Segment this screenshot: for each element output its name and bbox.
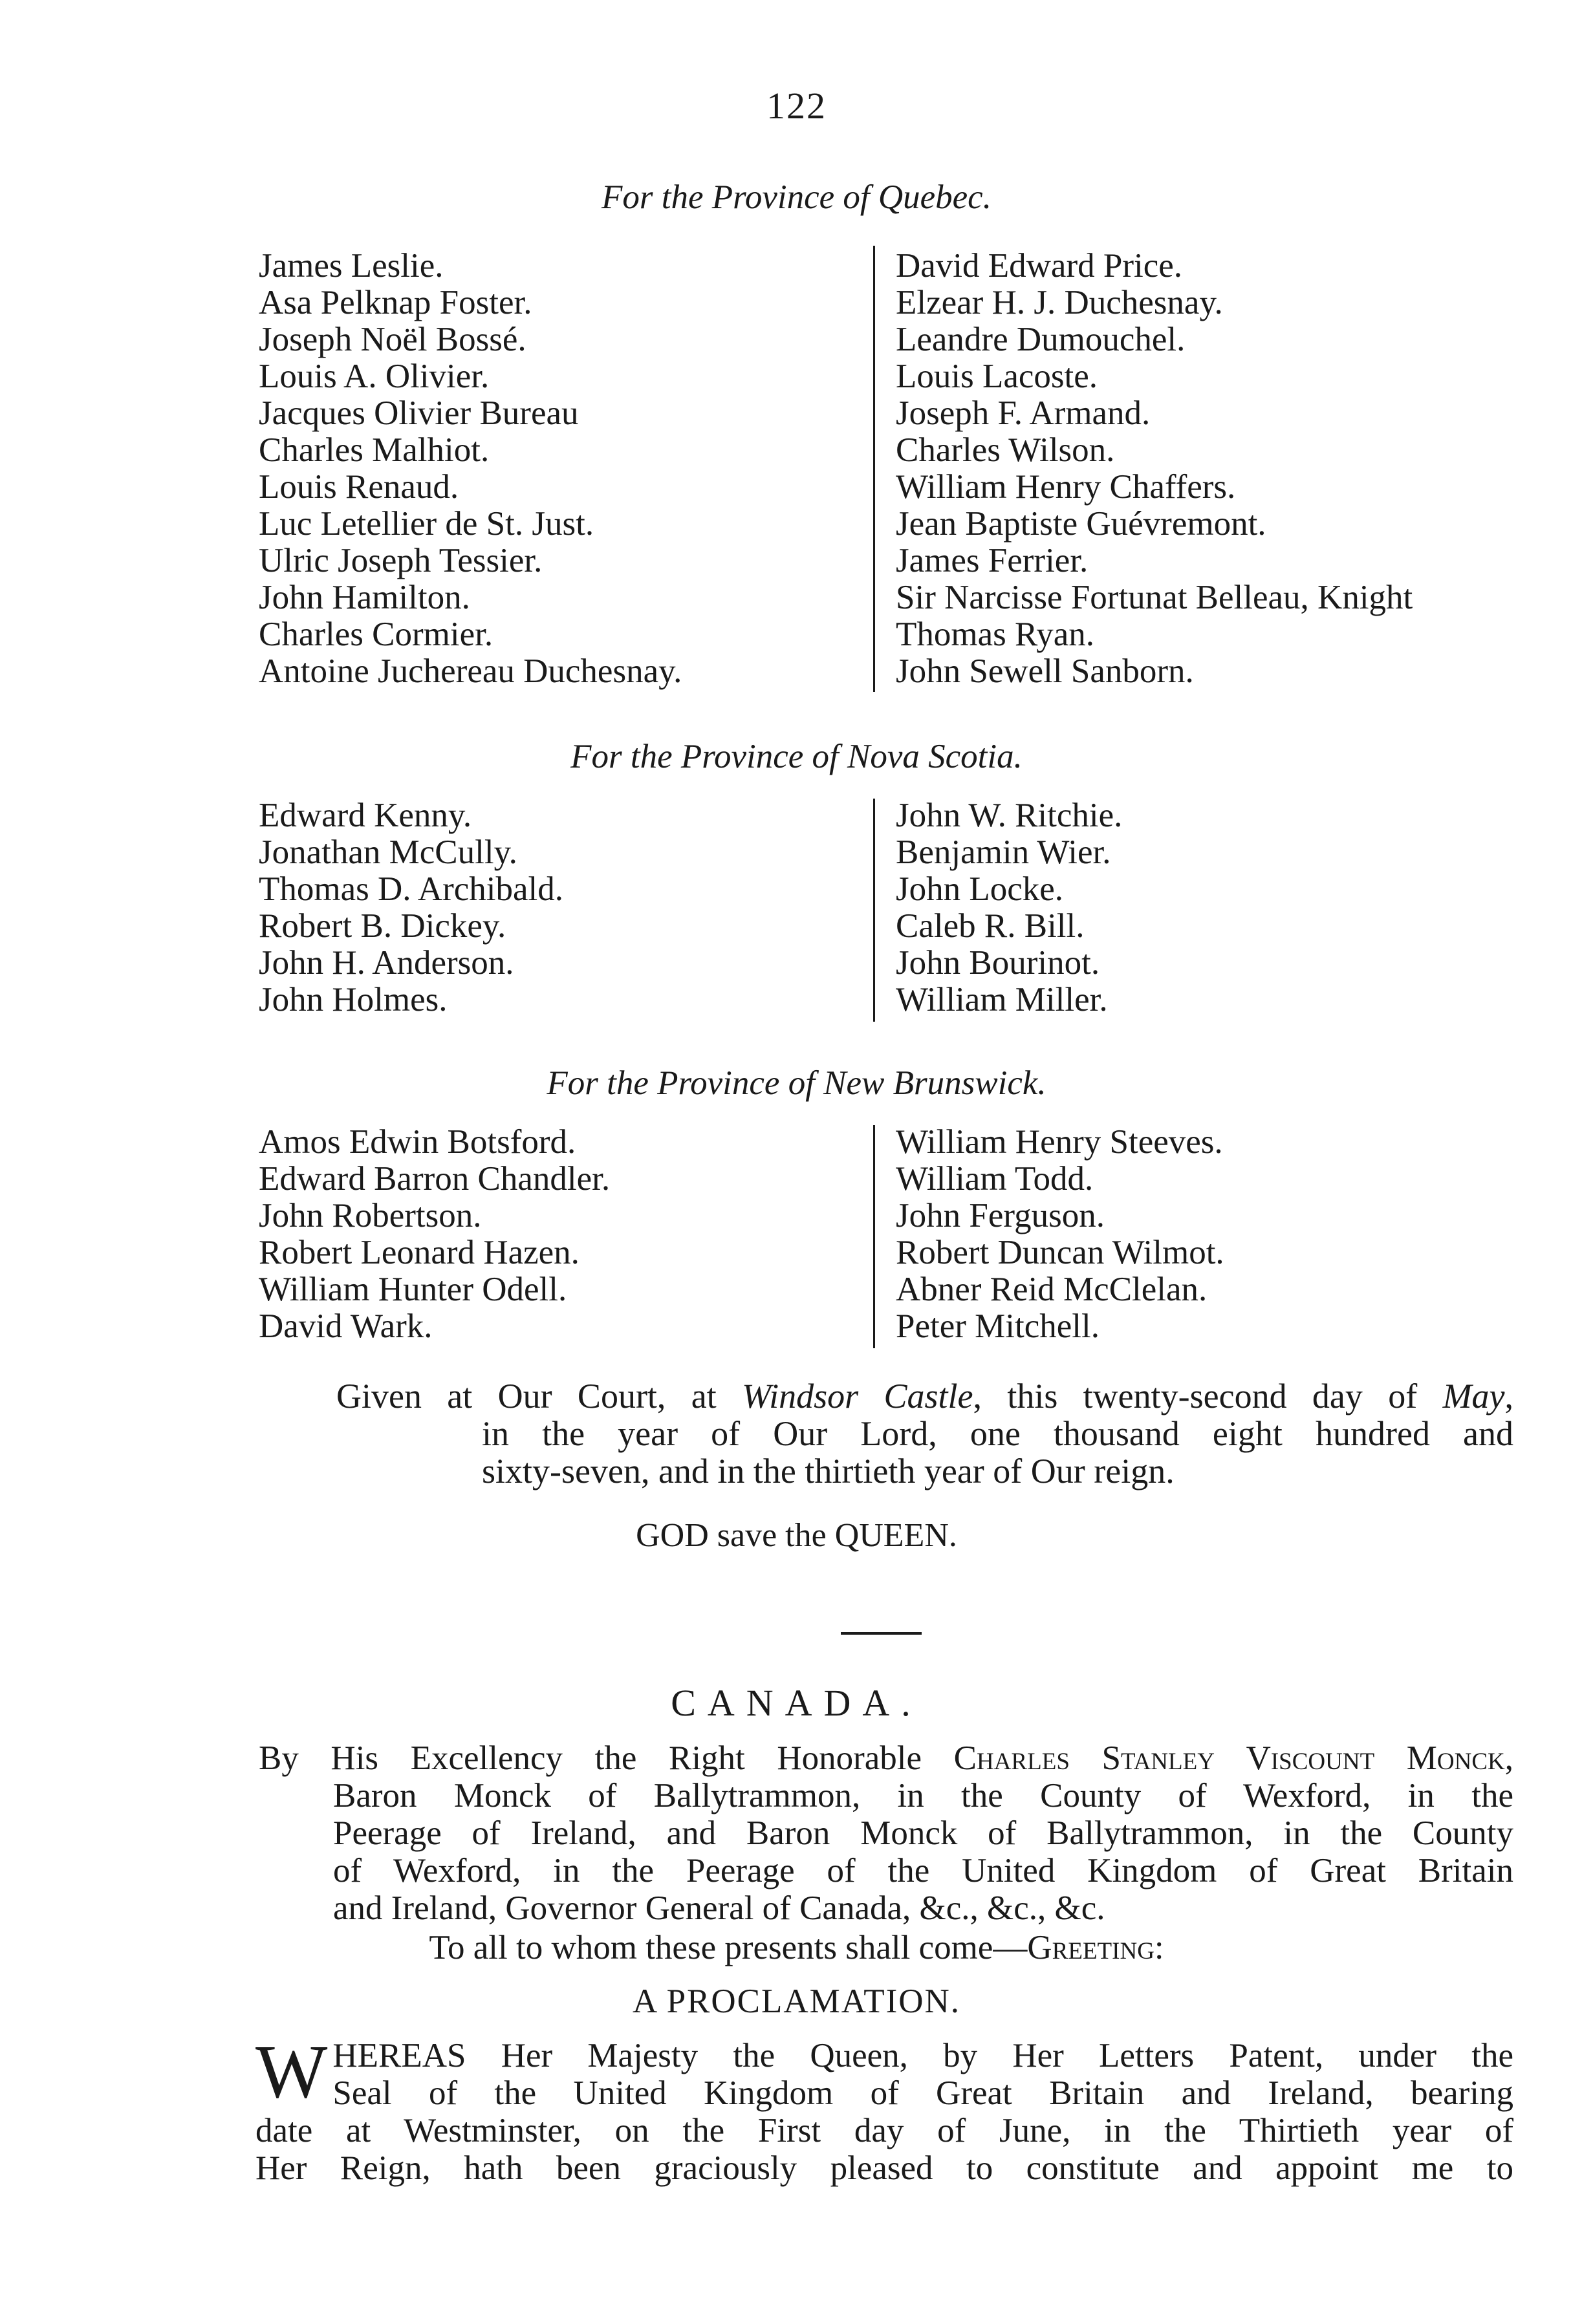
name-entry: Charles Wilson. — [896, 431, 1115, 469]
governor-name: Charles Stanley Viscount Monck, — [953, 1739, 1513, 1777]
name-entry: John Robertson. — [259, 1197, 482, 1234]
name-entry: Jean Baptiste Guévremont. — [896, 505, 1266, 543]
name-entry: William Todd. — [896, 1160, 1094, 1198]
name-entry: William Henry Chaffers. — [896, 468, 1236, 506]
whereas-line-1: HEREAS Her Majesty the Queen, by Her Letters Patent, under the — [332, 2037, 1513, 2074]
name-entry: Charles Cormier. — [259, 616, 493, 653]
excellency-line-2: Baron Monck of Ballytrammon, in the County of Wexford, in the — [333, 1777, 1513, 1814]
name-entry: Robert Duncan Wilmot. — [896, 1234, 1224, 1271]
name-entry: William Hunter Odell. — [259, 1271, 567, 1308]
whereas-line-2: Seal of the United Kingdom of Great Britain and Ireland, bearing — [332, 2074, 1513, 2112]
name-entry: Asa Pelknap Foster. — [259, 284, 532, 321]
excellency-line-5: and Ireland, Governor General of Canada, &c., &c., &c. — [333, 1889, 1105, 1927]
name-entry: Amos Edwin Botsford. — [259, 1123, 576, 1161]
name-entry: John W. Ritchie. — [896, 797, 1123, 834]
column-divider — [873, 246, 875, 692]
new-brunswick-left-column — [259, 1124, 610, 1345]
name-entry: Robert Leonard Hazen. — [259, 1234, 580, 1271]
month-name: May — [1442, 1377, 1505, 1415]
excellency-line-3: Peerage of Ireland, and Baron Monck of Ballytrammon, in the County — [333, 1814, 1513, 1852]
whereas-line-3: date at Westminster, on the First day of June, in the Thirtieth year of — [255, 2112, 1513, 2149]
given-line-1: Given at Our Court, at Windsor Castle, this twenty-second day of May, — [336, 1377, 1514, 1415]
name-entry: Antoine Juchereau Duchesnay. — [259, 652, 682, 690]
page-number: 122 — [766, 85, 827, 127]
given-line-2: in the year of Our Lord, one thousand eight hundred and — [482, 1414, 1513, 1453]
nova-scotia-right-column — [896, 797, 1122, 1018]
section-separator-rule — [841, 1632, 922, 1635]
name-entry: Benjamin Wier. — [896, 834, 1111, 871]
name-entry: James Leslie. — [259, 247, 444, 285]
given-at-paragraph — [336, 1377, 1513, 1490]
column-divider — [873, 799, 875, 1022]
name-entry: Louis Lacoste. — [896, 358, 1098, 395]
name-entry: Sir Narcisse Fortunat Belleau, Knight — [896, 579, 1413, 616]
name-entry: David Edward Price. — [896, 247, 1182, 285]
name-entry: John Bourinot. — [896, 944, 1100, 982]
name-entry: Thomas Ryan. — [896, 616, 1095, 653]
name-entry: Caleb R. Bill. — [896, 907, 1085, 945]
column-divider — [873, 1125, 875, 1348]
name-entry: James Ferrier. — [896, 542, 1089, 579]
nova-scotia-left-column — [259, 797, 563, 1018]
section-heading-quebec: For the Province of Quebec. — [601, 178, 992, 216]
whereas-line-4: Her Reign, hath been graciously pleased to constitute and appoint me to — [255, 2149, 1513, 2187]
name-entry: Edward Barron Chandler. — [259, 1160, 611, 1198]
whereas-paragraph — [255, 2029, 1513, 2187]
name-entry: William Henry Steeves. — [896, 1123, 1223, 1161]
excellency-line-1: By His Excellency the Right Honorable Charles Stanley Viscount Monck, — [259, 1739, 1513, 1777]
name-entry: Leandre Dumouchel. — [896, 321, 1186, 358]
name-entry: Louis A. Olivier. — [259, 358, 490, 395]
name-entry: William Miller. — [896, 981, 1108, 1018]
name-entry: Ulric Joseph Tessier. — [259, 542, 543, 579]
name-entry: Luc Letellier de St. Just. — [259, 505, 594, 543]
name-entry: John Ferguson. — [896, 1197, 1105, 1234]
section-heading-nova-scotia: For the Province of Nova Scotia. — [570, 738, 1023, 775]
name-entry: Abner Reid McClelan. — [896, 1271, 1208, 1308]
name-entry: John Holmes. — [259, 981, 448, 1018]
place-name: Windsor Castle — [742, 1377, 973, 1415]
name-entry: Edward Kenny. — [259, 797, 472, 834]
canada-heading: CANADA. — [671, 1682, 922, 1724]
name-entry: Joseph Noël Bossé. — [259, 321, 526, 358]
god-save-the-queen: GOD save the QUEEN. — [636, 1517, 957, 1554]
name-entry: Thomas D. Archibald. — [259, 870, 564, 908]
name-entry: Elzear H. J. Duchesnay. — [896, 284, 1223, 321]
name-entry: Louis Renaud. — [259, 468, 459, 506]
name-entry: Jonathan McCully. — [259, 834, 517, 871]
quebec-right-column — [896, 248, 1413, 690]
to-all-greeting: To all to whom these presents shall come—Greeting: — [429, 1929, 1164, 1966]
name-entry: David Wark. — [259, 1307, 433, 1345]
name-entry: Joseph F. Armand. — [896, 394, 1151, 432]
excellency-line-4: of Wexford, in the Peerage of the United Kingdom of Great Britain — [333, 1852, 1513, 1889]
name-entry: Peter Mitchell. — [896, 1307, 1100, 1345]
proclamation-title: A PROCLAMATION. — [632, 1983, 961, 2020]
new-brunswick-right-column — [896, 1124, 1224, 1345]
name-entry: Robert B. Dickey. — [259, 907, 506, 945]
name-entry: John Locke. — [896, 870, 1064, 908]
quebec-left-column — [259, 248, 682, 690]
excellency-paragraph — [259, 1739, 1513, 1927]
name-entry: John Hamilton. — [259, 579, 470, 616]
name-entry: John H. Anderson. — [259, 944, 514, 982]
section-heading-new-brunswick: For the Province of New Brunswick. — [547, 1064, 1046, 1102]
given-line-3: sixty-seven, and in the thirtieth year of Our reign. — [482, 1452, 1175, 1490]
drop-cap: W — [255, 2029, 328, 2114]
name-entry: John Sewell Sanborn. — [896, 652, 1194, 690]
name-entry: Jacques Olivier Bureau — [259, 394, 579, 432]
name-entry: Charles Malhiot. — [259, 431, 490, 469]
greeting-word: Greeting: — [1027, 1929, 1164, 1966]
